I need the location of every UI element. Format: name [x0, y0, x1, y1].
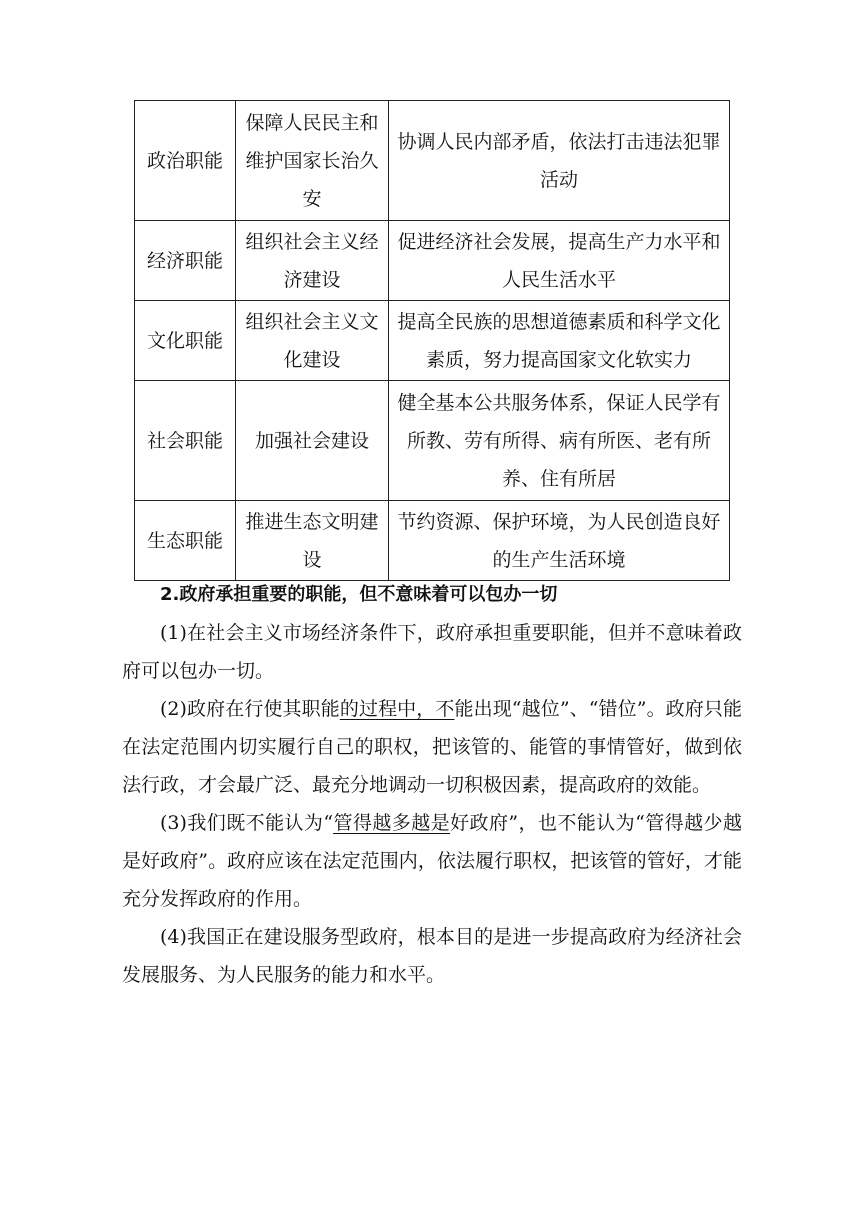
function-name-cell: 文化职能 [135, 301, 236, 381]
function-content-cell: 提高全民族的思想道德素质和科学文化素质，努力提高国家文化软实力 [389, 301, 730, 381]
paragraph-3 [122, 804, 742, 918]
paragraph-3-text-b: 好政府”，也不能认为“管得越少越是好政府”。政府应该在法定范围内，依法履行职权，把该管的管好，才能充分发挥政府的作用。 [122, 812, 742, 910]
table-row [135, 221, 730, 301]
section-heading: 2.政府承担重要的职能，但不意味着可以包办一切 [160, 584, 558, 605]
government-functions-table [134, 100, 730, 581]
function-task-cell: 保障人民民主和维护国家长治久安 [236, 101, 389, 221]
function-name-cell: 社会职能 [135, 381, 236, 501]
table-row [135, 381, 730, 501]
paragraph-1: (1)在社会主义市场经济条件下，政府承担重要职能，但并不意味着政府可以包办一切。 [122, 622, 742, 682]
paragraph-3-text-a: (3)我们既不能认为“ [160, 812, 334, 834]
function-content-cell: 促进经济社会发展，提高生产力水平和人民生活水平 [389, 221, 730, 301]
function-content-cell: 节约资源、保护环境，为人民创造良好的生产生活环境 [389, 501, 730, 581]
function-task-cell: 推进生态文明建设 [236, 501, 389, 581]
function-name-cell: 经济职能 [135, 221, 236, 301]
table-row [135, 101, 730, 221]
table-row [135, 301, 730, 381]
function-content-cell: 健全基本公共服务体系，保证人民学有所教、劳有所得、病有所医、老有所养、住有所居 [389, 381, 730, 501]
paragraph-2-underlined: 的过程中，不 [339, 698, 455, 720]
paragraph-3-underlined: 管得越多越是 [333, 812, 451, 834]
function-name-cell: 政治职能 [135, 101, 236, 221]
function-name-cell: 生态职能 [135, 501, 236, 581]
function-task-cell: 组织社会主义文化建设 [236, 301, 389, 381]
paragraph-4: (4)我国正在建设服务型政府，根本目的是进一步提高政府为经济社会发展服务、为人民服务的能力和水平。 [122, 926, 742, 986]
paragraph-2-text-a: (2)政府在行使其职能 [160, 698, 340, 720]
paragraph-2 [122, 690, 742, 804]
function-task-cell: 加强社会建设 [236, 381, 389, 501]
table-row [135, 501, 730, 581]
function-task-cell: 组织社会主义经济建设 [236, 221, 389, 301]
function-content-cell: 协调人民内部矛盾，依法打击违法犯罪活动 [389, 101, 730, 221]
paragraph-2-text-b: 能出现“越位”、“错位”。政府只能在法定范围内切实履行自己的职权，把该管的、能管的事情管好，做到依法行政，才会最广泛、最充分地调动一切积极因素，提高政府的效能。 [122, 698, 742, 796]
section-body [122, 576, 742, 994]
